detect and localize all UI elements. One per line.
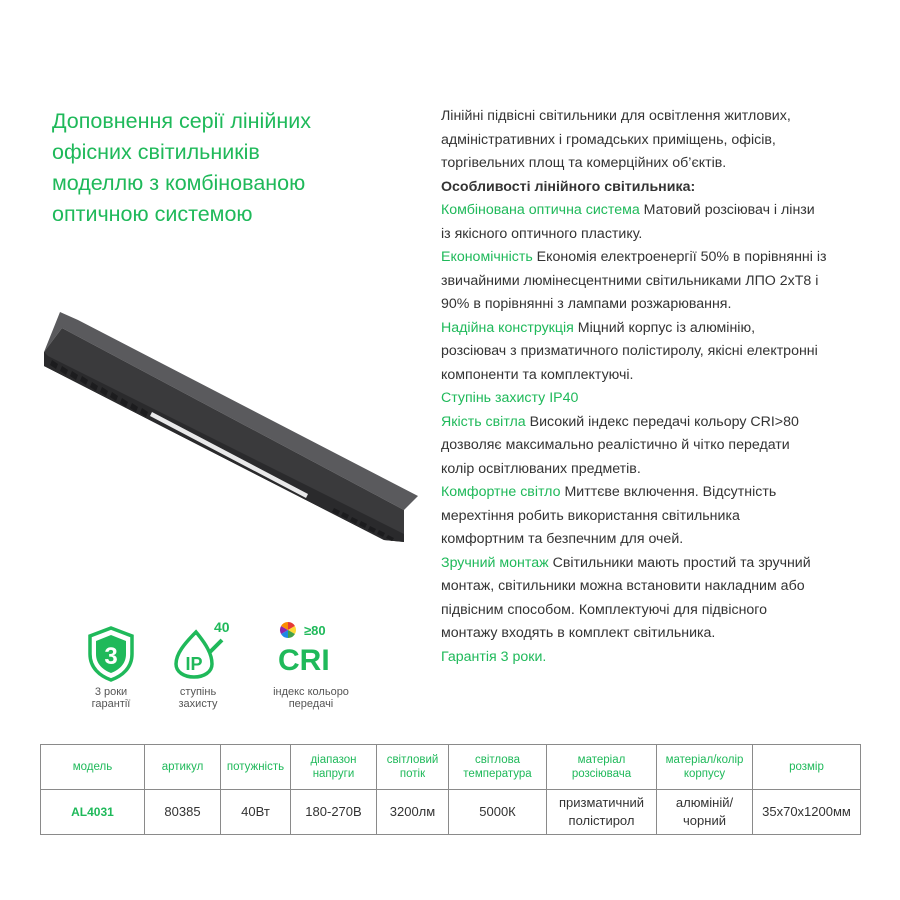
table-header-cell: світлова температура <box>449 745 547 790</box>
feature-mounting <box>441 552 881 576</box>
feature-text: 90% в порівнянні з лампами розжарювання. <box>441 296 732 312</box>
feature-optics <box>441 199 881 223</box>
feature-text: монтаж, світильники можна встановити накладним або <box>441 578 805 594</box>
feature-text: Миттєве включення. Відсутність <box>560 484 777 500</box>
headline-line: оптичною системою <box>52 202 253 226</box>
table-header-cell: світловий потік <box>377 745 449 790</box>
ip-rating-icon <box>170 618 234 682</box>
feature-text: звичайними люмінесцентними світильниками ЛПО 2хТ8 і <box>441 272 819 289</box>
feature-text: Економія електроенергії 50% в порівнянні із <box>532 249 827 265</box>
ip-caption <box>166 686 230 710</box>
headline-line: офісних світильників <box>52 140 260 164</box>
table-cell: 5000К <box>449 790 547 835</box>
table-header-cell: артикул <box>145 745 221 790</box>
caption-line: гарантії <box>91 698 131 710</box>
warranty-caption <box>78 686 144 710</box>
feature-text: Матовий розсіювач і лінзи <box>639 202 815 218</box>
table-cell: 180-270В <box>291 790 377 835</box>
feature-comfort <box>441 481 881 505</box>
table-header-cell: матеріал розсіювача <box>547 745 657 790</box>
caption-line: передачі <box>288 698 334 710</box>
table-header-cell: розмір <box>753 745 861 790</box>
table-cell: 3200лм <box>377 790 449 835</box>
feature-text: монтажу входять в комплект світильника. <box>441 625 716 641</box>
product-image-linear-luminaire <box>38 312 418 542</box>
table-header-cell: діапазон напруги <box>291 745 377 790</box>
intro-line: адміністративних і громадських приміщень, офісів, <box>441 131 776 148</box>
feature-label: Економічність <box>441 249 533 265</box>
feature-text: компоненти та комплектуючі. <box>441 366 634 383</box>
headline-line: моделлю з комбінованою <box>52 171 306 195</box>
intro-line: Лінійні підвісні світильники для освітлення житлових, <box>441 108 791 124</box>
table-cell: 35х70х1200мм <box>753 790 861 835</box>
cri-caption <box>256 686 366 710</box>
headline <box>52 106 382 230</box>
feature-label: Надійна конструкція <box>441 319 574 336</box>
table-cell-model: AL4031 <box>41 790 145 835</box>
feature-text: підвісним способом. Комплектуючі для підвісного <box>441 601 768 618</box>
cri-text: CRI <box>278 644 330 677</box>
feature-light-quality <box>441 411 881 435</box>
shield-icon <box>86 626 136 682</box>
headline-line: Доповнення серії лінійних <box>52 109 311 133</box>
table-cell: призматичний полістирол <box>547 790 657 835</box>
feature-warranty: Гарантія 3 роки. <box>441 648 547 665</box>
table-header-cell: потужність <box>221 745 291 790</box>
caption-line: індекс кольоро <box>273 686 349 698</box>
feature-text: із якісного оптичного пластику. <box>441 225 643 242</box>
feature-construction <box>441 317 881 341</box>
color-wheel-icon <box>276 620 346 680</box>
feature-text: дозволяє максимально реалістично й чітко передати <box>441 437 790 453</box>
table-header-cell: модель <box>41 745 145 790</box>
feature-label: Комбінована оптична система <box>441 202 640 218</box>
feature-protection: Ступінь захисту IP40 <box>441 390 579 406</box>
table-cell: 40Вт <box>221 790 291 835</box>
feature-label: Комфортне світло <box>441 484 561 500</box>
table-header-cell: матеріал/колір корпусу <box>657 745 753 790</box>
feature-text: Світильники мають простий та зручний <box>548 554 811 571</box>
description <box>441 105 881 669</box>
spec-table <box>40 744 861 835</box>
lamp-top-face <box>44 312 418 510</box>
feature-text: розсіювач з призматичного полістиролу, якісні електронні <box>441 343 818 359</box>
feature-economy <box>441 246 881 270</box>
luminaire-illustration <box>38 312 418 542</box>
feature-text: Високий індекс передачі кольору CRI>80 <box>525 413 799 430</box>
feature-text: мерехтіння робить використання світильника <box>441 507 740 524</box>
feature-text: колір освітлюваних предметів. <box>441 460 641 477</box>
feature-text: Міцний корпус із алюмінію, <box>573 319 756 336</box>
table-row <box>41 790 861 835</box>
caption-line: захисту <box>178 698 218 710</box>
intro-line: торгівельних площ та комерційних об’єктів. <box>441 155 727 171</box>
warranty-number: 3 <box>104 643 118 670</box>
feature-text: комфортним та безпечним для очей. <box>441 531 684 547</box>
cri-value: ≥80 <box>304 623 326 638</box>
feature-label: Зручний монтаж <box>441 554 549 571</box>
feature-label: Якість світла <box>441 413 526 430</box>
ip-text: IP <box>185 654 203 674</box>
ip-rating-value: 40 <box>214 619 230 635</box>
table-header-row <box>41 745 861 790</box>
table-cell: алюміній/ чорний <box>657 790 753 835</box>
caption-line: ступінь <box>179 686 217 698</box>
table-cell: 80385 <box>145 790 221 835</box>
features-title: Особливості лінійного світильника: <box>441 178 696 195</box>
caption-line: 3 роки <box>94 686 128 698</box>
